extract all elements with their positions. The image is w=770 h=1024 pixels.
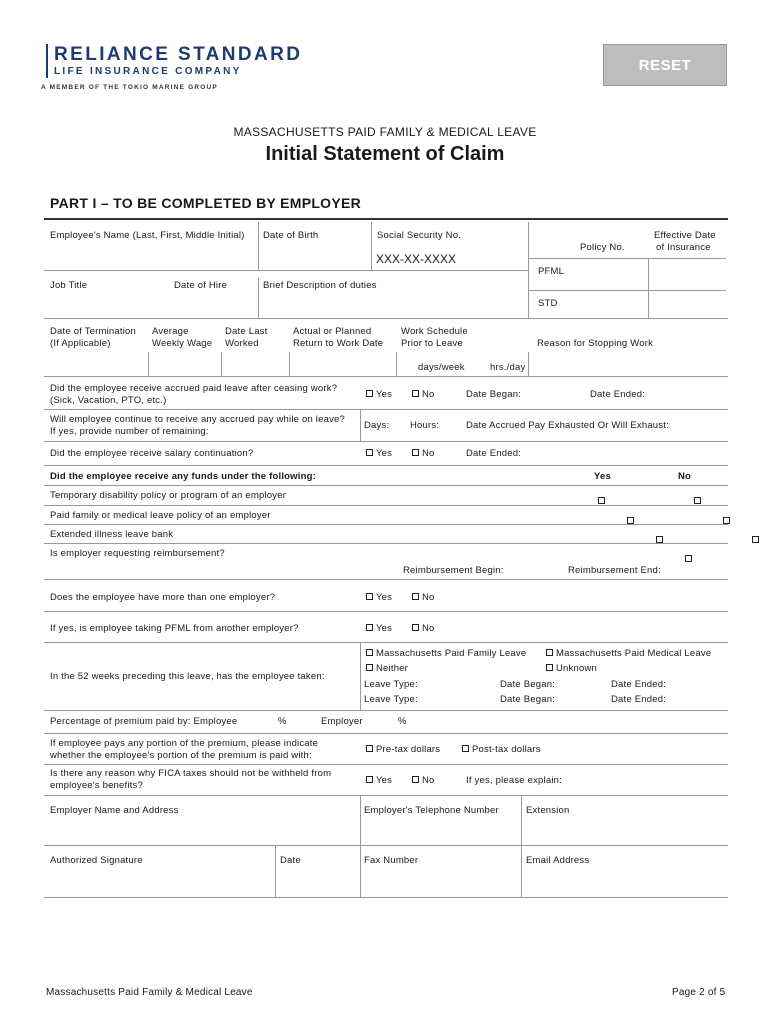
employee-name-label: Employee's Name (Last, First, Middle Initial)	[50, 230, 245, 241]
q-accrued-no[interactable]: No	[412, 389, 435, 401]
divider	[528, 290, 726, 291]
logo-line3: A MEMBER OF THE TOKIO MARINE GROUP	[41, 84, 218, 91]
footer-left: Massachusetts Paid Family & Medical Leave	[46, 987, 253, 998]
reason-label: Reason for Stopping Work	[537, 338, 654, 349]
divider	[44, 441, 728, 442]
return-label: Actual or Planned	[293, 326, 372, 337]
q-accrued-yes[interactable]: Yes	[366, 389, 392, 401]
date-label: Date	[280, 855, 301, 866]
dob-label: Date of Birth	[263, 230, 319, 241]
pct-premium-label: Percentage of premium paid by: Employee	[50, 716, 238, 727]
funds-no-header: No	[678, 471, 692, 482]
fund-item: Is employer requesting reimbursement?	[50, 548, 225, 559]
checkbox[interactable]	[366, 449, 373, 456]
checkbox[interactable]	[412, 390, 419, 397]
checkbox[interactable]	[412, 449, 419, 456]
divider	[221, 352, 222, 376]
q-salary-no[interactable]: No	[412, 448, 435, 460]
divider	[44, 897, 728, 898]
days-label: Days:	[364, 420, 390, 431]
signature-label: Authorized Signature	[50, 855, 143, 866]
q-continue-label-2: If yes, provide number of remaining:	[50, 426, 209, 437]
divider	[44, 524, 728, 525]
fund-item: Paid family or medical leave policy of an employer	[50, 510, 271, 521]
divider	[360, 642, 361, 710]
reimb-end-label: Reimbursement End:	[568, 565, 661, 576]
divider	[360, 409, 361, 441]
reset-label: RESET	[638, 57, 692, 74]
divider	[148, 352, 149, 376]
checkbox[interactable]	[685, 555, 692, 562]
unknown-option[interactable]: Unknown	[546, 663, 597, 675]
divider	[44, 764, 728, 765]
checkbox[interactable]	[366, 624, 373, 631]
checkbox[interactable]	[366, 745, 373, 752]
neither-option[interactable]: Neither	[366, 663, 408, 675]
date-began-label: Date Began:	[500, 694, 556, 705]
work-schedule-label-2: Prior to Leave	[401, 338, 463, 349]
q-pfml-other-label: If yes, is employee taking PFML from another employer?	[50, 623, 299, 634]
divider	[371, 222, 372, 270]
divider	[44, 579, 728, 580]
divider	[521, 795, 522, 845]
pct-employer-symbol: %	[398, 716, 407, 727]
checkbox[interactable]	[366, 593, 373, 600]
divider	[44, 710, 728, 711]
divider	[44, 795, 728, 796]
days-week-label: days/week	[418, 362, 465, 373]
q-accrued-label-2: (Sick, Vacation, PTO, etc.)	[50, 395, 167, 406]
part-header: PART I – TO BE COMPLETED BY EMPLOYER	[50, 195, 362, 211]
fund-item: Extended illness leave bank	[50, 529, 174, 540]
q-salary-label: Did the employee receive salary continuation?	[50, 448, 254, 459]
checkbox[interactable]	[412, 776, 419, 783]
q-multi-yes[interactable]: Yes	[366, 592, 392, 604]
mpml-option[interactable]: Massachusetts Paid Medical Leave	[546, 648, 711, 660]
divider	[44, 733, 728, 734]
divider	[528, 258, 726, 259]
divider	[44, 611, 728, 612]
funds-yes-header: Yes	[594, 471, 611, 482]
date-last-label: Date Last	[225, 326, 268, 337]
divider	[360, 795, 361, 845]
employer-phone-label: Employer's Telephone Number	[364, 805, 499, 816]
brief-desc-label: Brief Description of duties	[263, 280, 377, 291]
return-label-2: Return to Work Date	[293, 338, 384, 349]
q-accrued-date-ended: Date Ended:	[590, 389, 646, 400]
fund-item: Temporary disability policy or program of an employer	[50, 490, 287, 501]
divider	[258, 222, 259, 270]
divider	[44, 485, 728, 486]
logo-bar	[46, 44, 48, 78]
checkbox[interactable]	[366, 664, 373, 671]
extension-label: Extension	[526, 805, 570, 816]
q-premium-label: If employee pays any portion of the premium, please indicate	[50, 738, 319, 749]
divider	[44, 845, 728, 846]
pct-employee-symbol: %	[278, 716, 287, 727]
pct-employer-label: Employer	[321, 716, 363, 727]
funds-header: Did the employee receive any funds under the following:	[50, 471, 316, 482]
divider	[44, 318, 728, 319]
q-fica-yes[interactable]: Yes	[366, 775, 392, 787]
q-pfml-other-no[interactable]: No	[412, 623, 435, 635]
divider	[44, 465, 728, 466]
checkbox[interactable]	[462, 745, 469, 752]
divider	[528, 352, 529, 376]
leave-type-label: Leave Type:	[364, 694, 418, 705]
logo-line1: RELIANCE STANDARD	[54, 44, 303, 65]
q-fica-no[interactable]: No	[412, 775, 435, 787]
q-accrued-label: Did the employee receive accrued paid leave after ceasing work?	[50, 383, 338, 394]
form-title: Initial Statement of Claim	[265, 143, 505, 165]
page-number: Page 2 of 5	[672, 987, 726, 998]
q-salary-yes[interactable]: Yes	[366, 448, 392, 460]
checkbox[interactable]	[752, 536, 759, 543]
divider	[44, 409, 728, 410]
divider	[648, 258, 649, 318]
effective-date-label: Effective Date	[654, 230, 716, 241]
divider	[275, 845, 276, 897]
policy-no-label: Policy No.	[580, 242, 625, 253]
leave-type-label: Leave Type:	[364, 679, 418, 690]
date-ended-label: Date Ended:	[611, 679, 667, 690]
email-label: Email Address	[526, 855, 590, 866]
mpfl-option[interactable]: Massachusetts Paid Family Leave	[366, 648, 526, 660]
divider	[258, 278, 259, 318]
checkbox[interactable]	[694, 497, 701, 504]
avg-wage-label-2: Weekly Wage	[152, 338, 213, 349]
divider	[44, 505, 728, 506]
checkbox[interactable]	[366, 649, 373, 656]
checkbox[interactable]	[412, 593, 419, 600]
work-schedule-label: Work Schedule	[401, 326, 468, 337]
employer-name-label: Employer Name and Address	[50, 805, 179, 816]
divider	[396, 352, 397, 376]
reset-button[interactable]	[603, 44, 727, 86]
q-salary-date-ended: Date Ended:	[466, 448, 522, 459]
checkbox[interactable]	[366, 390, 373, 397]
q-pfml-other-yes[interactable]: Yes	[366, 623, 392, 635]
effective-date-label-2: of Insurance	[656, 242, 711, 253]
ssn-value[interactable]: XXX-XX-XXXX	[376, 252, 457, 266]
divider	[521, 845, 522, 897]
pfml-label: PFML	[538, 266, 565, 277]
checkbox[interactable]	[546, 649, 553, 656]
std-label: STD	[538, 298, 558, 309]
logo	[41, 44, 306, 96]
q-multi-no[interactable]: No	[412, 592, 435, 604]
date-last-label-2: Worked	[225, 338, 259, 349]
date-began-label: Date Began:	[500, 679, 556, 690]
form-subtitle: MASSACHUSETTS PAID FAMILY & MEDICAL LEAVE	[233, 125, 537, 139]
q-fica-label-2: employee's benefits?	[50, 780, 143, 791]
hrs-day-label: hrs./day	[490, 362, 526, 373]
date-ended-label: Date Ended:	[611, 694, 667, 705]
q-premium-label-2: whether the employee's portion of the premium is paid with:	[50, 750, 312, 761]
q-52-weeks-label: In the 52 weeks preceding this leave, has the employee taken:	[50, 671, 325, 682]
termination-label: Date of Termination	[50, 326, 137, 337]
divider	[44, 376, 728, 377]
termination-label-2: (If Applicable)	[50, 338, 111, 349]
hours-label: Hours:	[410, 420, 440, 431]
q-multi-employer-label: Does the employee have more than one employer?	[50, 592, 276, 603]
divider	[44, 543, 728, 544]
divider	[289, 352, 290, 376]
posttax-option[interactable]: Post-tax dollars	[462, 744, 541, 756]
job-title-label: Job Title	[50, 280, 88, 291]
q-fica-label: Is there any reason why FICA taxes should not be withheld from	[50, 768, 332, 779]
ssn-label: Social Security No.	[377, 230, 462, 241]
checkbox[interactable]	[598, 497, 605, 504]
reimb-begin-label: Reimbursement Begin:	[403, 565, 504, 576]
logo-line2: LIFE INSURANCE COMPANY	[54, 66, 242, 77]
checkbox[interactable]	[546, 664, 553, 671]
fax-label: Fax Number	[364, 855, 419, 866]
avg-wage-label: Average	[152, 326, 189, 337]
divider	[360, 845, 361, 897]
pretax-option[interactable]: Pre-tax dollars	[366, 744, 440, 756]
divider	[44, 270, 529, 271]
checkbox[interactable]	[366, 776, 373, 783]
date-hire-label: Date of Hire	[174, 280, 228, 291]
q-accrued-date-began: Date Began:	[466, 389, 522, 400]
divider	[44, 642, 728, 643]
q-continue-label: Will employee continue to receive any accrued pay while on leave?	[50, 414, 345, 425]
accrued-exhaust-label: Date Accrued Pay Exhausted Or Will Exhaust:	[466, 420, 669, 431]
explain-label: If yes, please explain:	[466, 775, 562, 786]
divider	[528, 222, 529, 318]
checkbox[interactable]	[412, 624, 419, 631]
part-rule	[44, 218, 728, 220]
